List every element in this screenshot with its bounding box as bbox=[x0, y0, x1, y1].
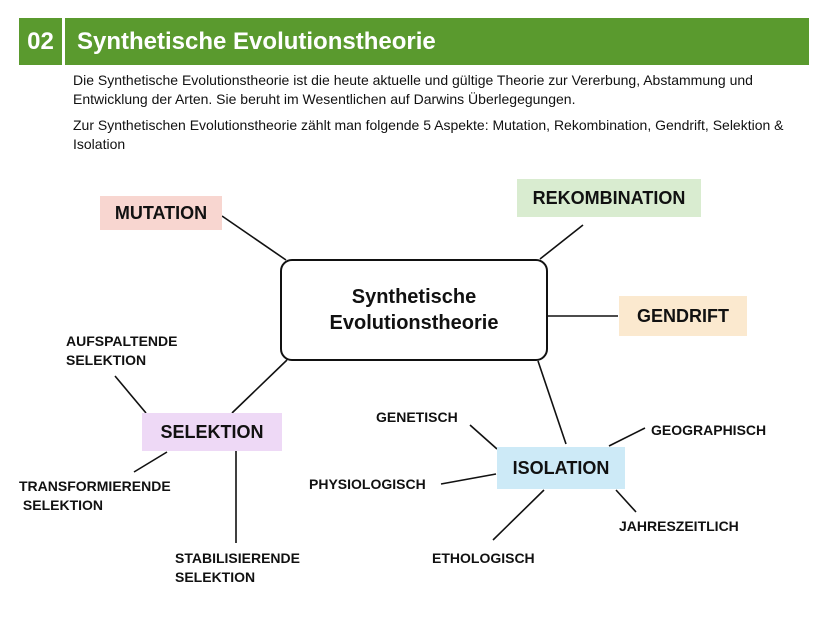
isolation-box: ISOLATION bbox=[497, 447, 625, 489]
line-ethologisch bbox=[493, 490, 544, 540]
central-concept-line-1: Synthetische bbox=[351, 286, 477, 308]
line-selektion bbox=[232, 360, 287, 413]
line-jahreszeitlich bbox=[616, 490, 636, 512]
mutation-box: MUTATION bbox=[100, 196, 222, 230]
line-aufspaltende bbox=[115, 376, 146, 413]
line-mutation bbox=[222, 216, 286, 260]
selektion-box: SELEKTION bbox=[142, 413, 282, 451]
page-title: Synthetische Evolutionstheorie bbox=[77, 27, 436, 55]
label-aufspaltende-selektion: AUFSPALTENDE SELEKTION bbox=[66, 333, 178, 368]
line-transformierende bbox=[134, 452, 167, 472]
label-ethologisch: ETHOLOGISCH bbox=[432, 550, 535, 566]
section-number: 02 bbox=[19, 18, 65, 65]
label-physiologisch: PHYSIOLOGISCH bbox=[309, 476, 426, 492]
line-physiologisch bbox=[441, 474, 496, 484]
label-stabilisierende-selektion: STABILISIERENDE SELEKTION bbox=[175, 550, 300, 585]
line-rekombination bbox=[540, 225, 583, 259]
central-concept-line-2: Evolutionstheorie bbox=[329, 312, 499, 334]
line-isolation bbox=[538, 361, 566, 444]
label-jahreszeitlich: JAHRESZEITLICH bbox=[619, 518, 739, 534]
intro-paragraph-1: Die Synthetische Evolutionstheorie ist die heute aktuelle und gültige Theorie zur Vererbung, Abstammung und Entwicklung der Arten. Sie beruht im Wesentlichen auf Darwins Überlegegungen. bbox=[73, 72, 753, 107]
label-transformierende-selektion: TRANSFORMIERENDE SELEKTION bbox=[19, 478, 171, 513]
label-genetisch: GENETISCH bbox=[376, 409, 458, 425]
line-geographisch bbox=[609, 428, 645, 446]
label-geographisch: GEOGRAPHISCH bbox=[651, 422, 767, 438]
central-concept-box bbox=[280, 259, 548, 361]
gendrift-box: GENDRIFT bbox=[619, 296, 747, 336]
rekombination-box: REKOMBINATION bbox=[517, 179, 701, 217]
line-genetisch bbox=[470, 425, 497, 449]
intro-paragraph-2: Zur Synthetischen Evolutionstheorie zählt man folgende 5 Aspekte: Mutation, Rekombination, Gendrift, Selektion & Isolation bbox=[73, 117, 784, 152]
